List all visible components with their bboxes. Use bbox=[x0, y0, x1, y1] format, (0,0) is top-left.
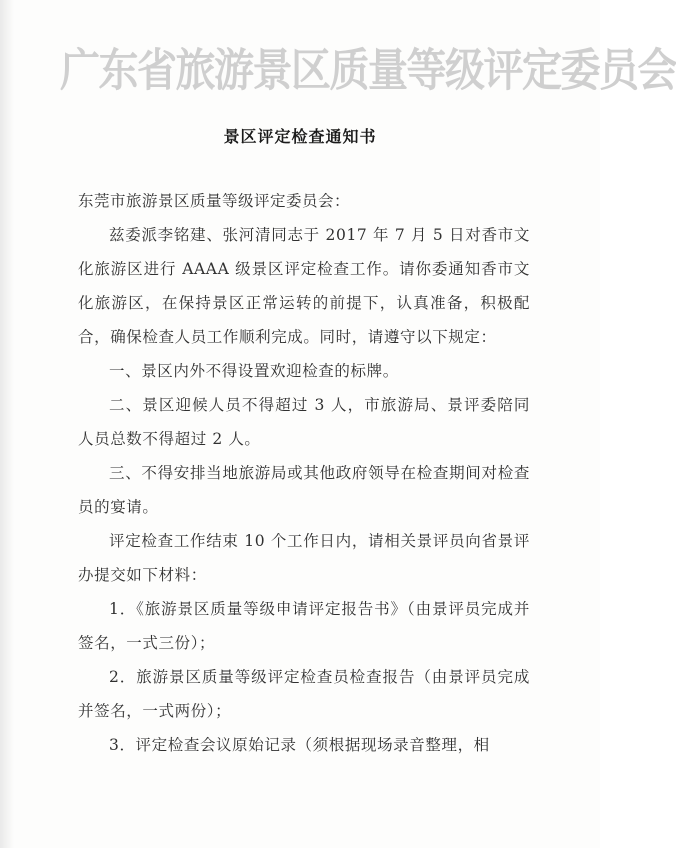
document-body bbox=[78, 184, 530, 762]
paragraph-item-2: 2．旅游景区质量等级评定检查员检查报告（由景评员完成并签名，一式两份）； bbox=[78, 668, 530, 720]
paragraph-item-1: 1．《旅游景区质量等级申请评定报告书》（由景评员完成并签名，一式三份）； bbox=[78, 600, 530, 652]
document-title: 景区评定检查通知书 bbox=[223, 127, 377, 146]
paragraph-rule-2: 二、景区迎候人员不得超过 3 人，市旅游局、景评委陪同人员总数不得超过 2 人。 bbox=[78, 396, 530, 448]
paragraph-rule-3: 三、不得安排当地旅游局或其他政府领导在检查期间对检查员的宴请。 bbox=[78, 464, 530, 516]
paragraph-intro: 兹委派李铭建、张河清同志于 2017 年 7 月 5 日对香市文化旅游区进行 AAAA 级景区评定检查工作。请你委通知香市文化旅游区，在保持景区正常运转的前提下，认真准备，积极配合，确保检查人员工作顺利完成。同时，请遵守以下规定： bbox=[78, 226, 530, 346]
salutation: 东莞市旅游景区质量等级评定委员会： bbox=[78, 192, 351, 210]
paragraph-item-3: 3．评定检查会议原始记录（须根据现场录音整理，相 bbox=[109, 736, 490, 754]
paragraph-materials: 评定检查工作结束 10 个工作日内，请相关景评员向省景评办提交如下材料： bbox=[78, 532, 530, 584]
paragraph-rule-1: 一、景区内外不得设置欢迎检查的标牌。 bbox=[109, 362, 399, 380]
letterhead: 广东省旅游景区质量等级评定委员会 bbox=[60, 44, 676, 97]
